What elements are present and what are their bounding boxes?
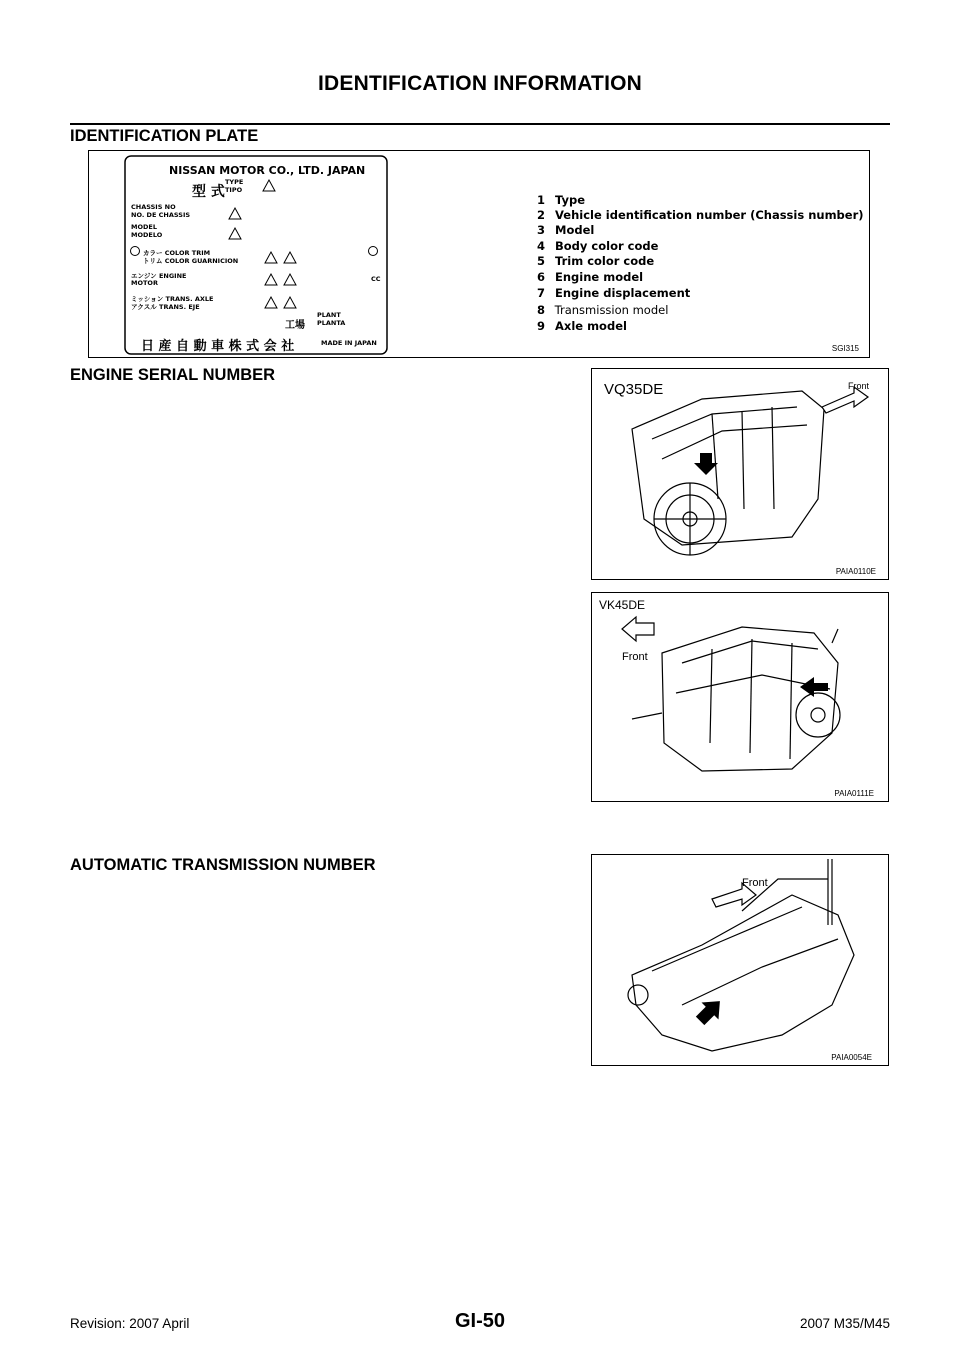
plate-chassis-label: CHASSIS NO xyxy=(131,203,176,211)
legend-item: 2 Vehicle identification number (Chassis number) xyxy=(537,208,864,222)
legend-item: 8 Transmission model xyxy=(537,303,669,317)
plate-made-in: MADE IN JAPAN xyxy=(321,339,377,347)
engine-drawing xyxy=(592,593,888,801)
legend-item: 9 Axle model xyxy=(537,319,627,333)
plate-color-guarnicion-label: COLOR GUARNICION xyxy=(164,257,239,265)
plate-plant-label: PLANT xyxy=(317,311,341,319)
section-heading-engine-serial-number: ENGINE SERIAL NUMBER xyxy=(70,366,276,384)
plate-modelo-label: MODELO xyxy=(131,231,163,239)
legend-item: 5 Trim color code xyxy=(537,254,655,268)
engine-figure-vk45de xyxy=(591,592,889,802)
legend-item: 6 Engine model xyxy=(537,270,644,284)
plate-color-trim-jp: カラー xyxy=(143,249,163,257)
plate-trans-axle-label: TRANS. AXLE xyxy=(165,295,214,303)
figure-id: SGI315 xyxy=(831,344,859,353)
plate-chassis-label-es: NO. DE CHASSIS xyxy=(131,211,191,219)
plate-planta-label: PLANTA xyxy=(317,319,346,327)
plate-motor-label: MOTOR xyxy=(131,279,158,287)
plate-engine-label: ENGINE xyxy=(158,272,187,280)
legend-item: 3 Model xyxy=(537,223,595,237)
transmission-figure xyxy=(591,854,889,1066)
plate-legend xyxy=(537,193,864,333)
plate-model-label: MODEL xyxy=(131,223,157,231)
front-label: Front xyxy=(622,651,648,663)
front-label: Front xyxy=(742,877,768,889)
engine-figure-vq35de xyxy=(591,368,889,580)
plate-axle-jp: アクスル xyxy=(131,303,157,311)
plate-cc-label: CC xyxy=(371,275,381,283)
plate-engine-jp: エンジン xyxy=(131,272,157,280)
plate-type-jp: 型 式 xyxy=(192,184,225,200)
section-heading-automatic-transmission-number: AUTOMATIC TRANSMISSION NUMBER xyxy=(70,856,376,874)
transmission-drawing xyxy=(592,855,888,1065)
plate-trim-jp: トリム xyxy=(143,257,163,265)
legend-item: 7 Engine displacement xyxy=(537,286,691,300)
legend-item: 1 Type xyxy=(537,193,586,207)
legend-item: 4 Body color code xyxy=(537,239,659,253)
title-divider xyxy=(70,123,890,125)
plate-trans-jp: ミッション xyxy=(131,295,164,303)
plate-plant-jp: 工場 xyxy=(285,320,305,331)
section-heading-identification-plate: IDENTIFICATION PLATE xyxy=(70,127,259,145)
plate-marker-triangles xyxy=(229,180,296,308)
page-title: IDENTIFICATION INFORMATION xyxy=(317,72,643,95)
plate-tipo-label: TIPO xyxy=(225,186,243,194)
figure-id: PAIA0110E xyxy=(835,567,876,576)
plate-trans-ejr-label: TRANS. EJE xyxy=(159,303,200,311)
engine-model-label: VQ35DE xyxy=(604,381,664,398)
plate-color-trim-label: COLOR TRIM xyxy=(164,249,211,257)
footer-model: 2007 M35/M45 xyxy=(799,1316,890,1331)
engine-model-label: VK45DE xyxy=(599,598,646,612)
figure-id: PAIA0111E xyxy=(834,789,874,798)
footer-revision: Revision: 2007 April xyxy=(70,1316,190,1331)
plate-type-label: TYPE xyxy=(225,178,244,186)
plate-company-jp: 日 産 自 動 車 株 式 会 社 xyxy=(141,339,295,354)
page-number: GI-50 xyxy=(454,1310,506,1332)
front-arrow-icon xyxy=(622,617,654,641)
engine-drawing xyxy=(592,369,888,579)
identification-plate-figure xyxy=(88,150,870,358)
plate-maker: NISSAN MOTOR CO., LTD. JAPAN xyxy=(169,164,366,177)
front-label: Front xyxy=(848,381,870,391)
figure-id: PAIA0054E xyxy=(831,1053,872,1062)
